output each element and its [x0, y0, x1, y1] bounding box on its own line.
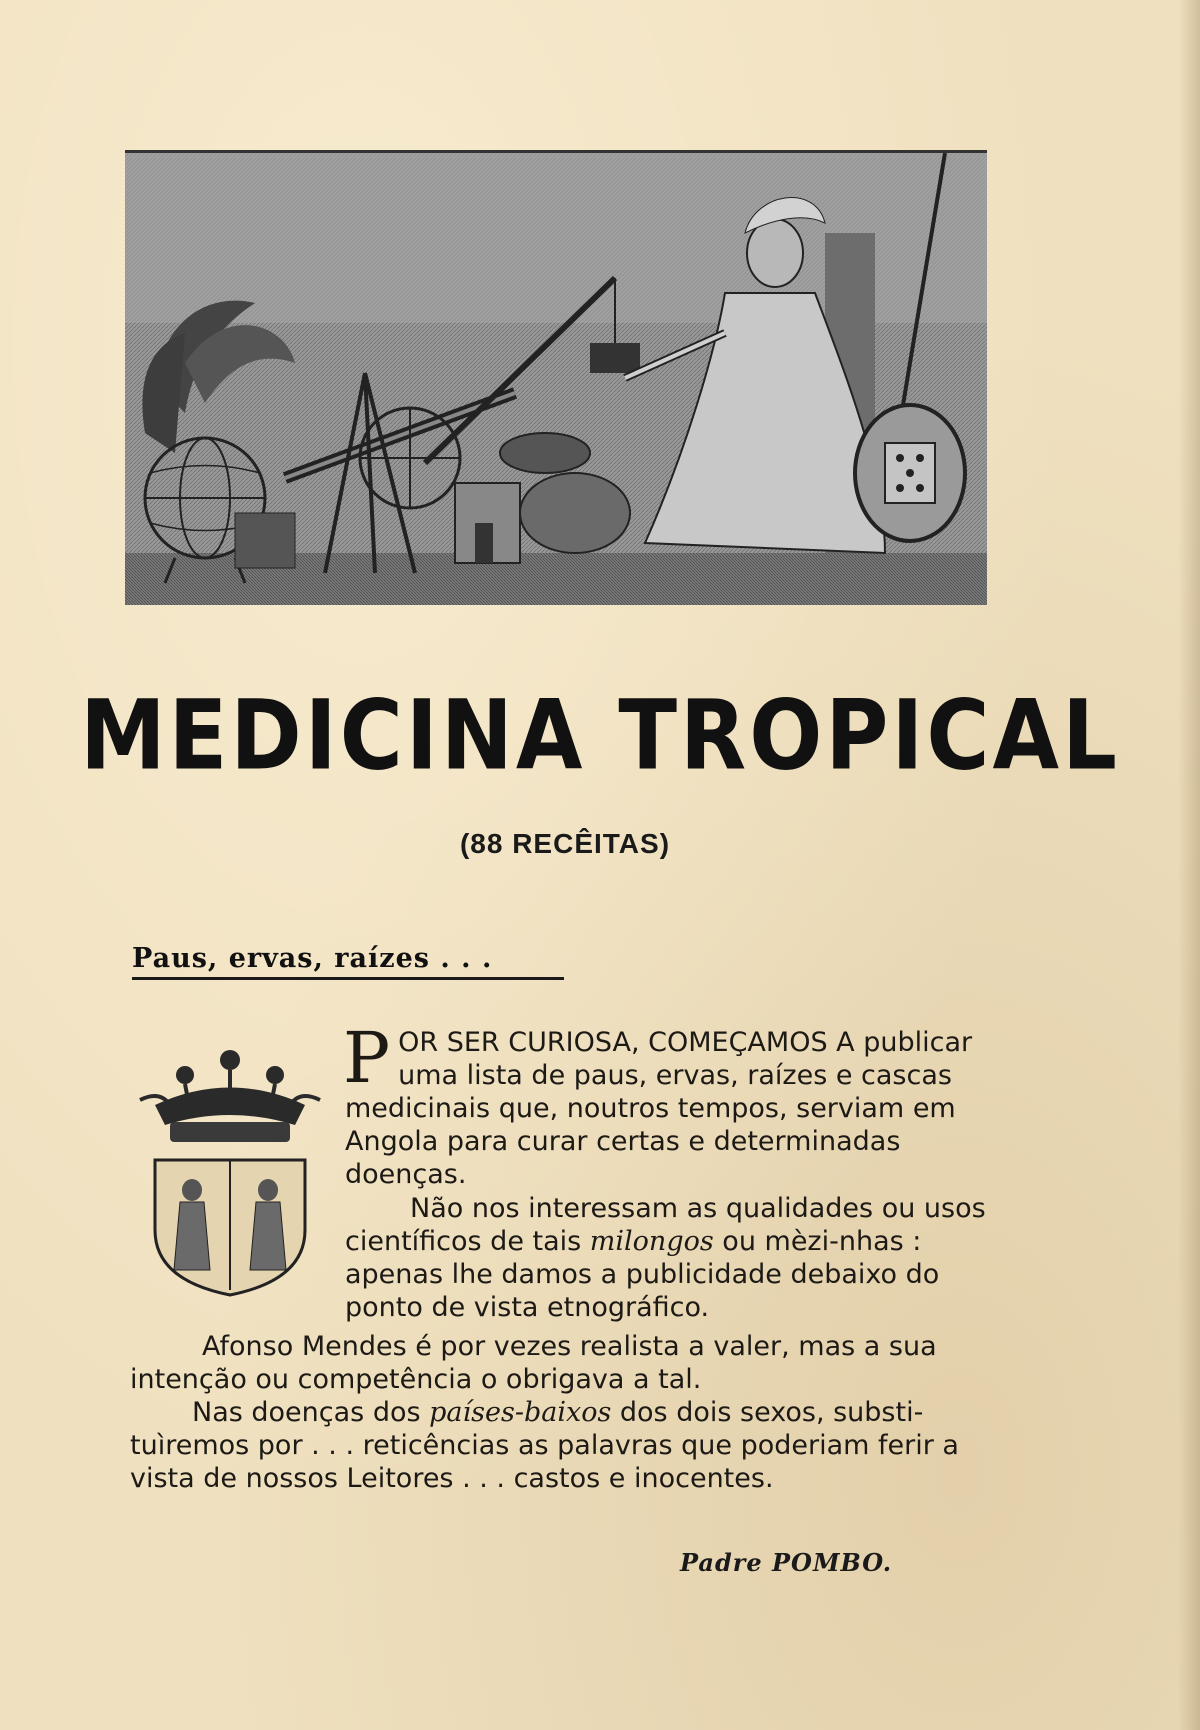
paragraph-intro-text: OR SER CURIOSA, COMEÇAMOS A publicar uma lista de paus, ervas, raízes e cascas medicinais que, noutros tempos, serviam em Angola para curar certas e determinadas doenças. [345, 1027, 973, 1190]
drop-cap: P [343, 1017, 391, 1099]
coat-of-arms-crest-icon [130, 1030, 330, 1300]
paragraph-scope [345, 1192, 1000, 1324]
page-subtitle: (88 RECÊITAS) [459, 828, 671, 859]
paragraph-scope-text-b: ou mèzi-nhas : apenas lhe damos a publicidade debaixo do ponto de vista etnográfico. [345, 1226, 940, 1323]
allegorical-engraving-illustration [125, 150, 987, 605]
paragraph-censorship [130, 1396, 1000, 1495]
paragraph-scope-italic: milongos [589, 1226, 714, 1257]
section-heading: Paus, ervas, raízes . . . [132, 943, 564, 980]
page-edge-shadow [1178, 0, 1200, 1730]
page-title: MEDICINA TROPICAL [80, 680, 1120, 792]
paragraph-intro [343, 1017, 1000, 1191]
signature: Padre POMBO. [680, 1548, 893, 1577]
paragraph-author: Afonso Mendes é por vezes realista a valer, mas a sua intenção ou competência o obrigava a tal. [130, 1331, 937, 1395]
paragraph-censorship-text-a: Nas doenças dos [192, 1397, 430, 1428]
allegorical-engraving-icon [125, 153, 987, 605]
paragraph-censorship-italic: países-baixos [429, 1397, 612, 1428]
paragraph-scope-text-a: Não nos interessam as qualidades ou usos científicos de tais [345, 1193, 986, 1257]
paragraph-censorship-text-b: dos dois sexos, substi-tuìremos por . . . reticências as palavras que poderiam ferir a vista de nossos Leitores . . . castos e inocentes. [130, 1397, 959, 1494]
